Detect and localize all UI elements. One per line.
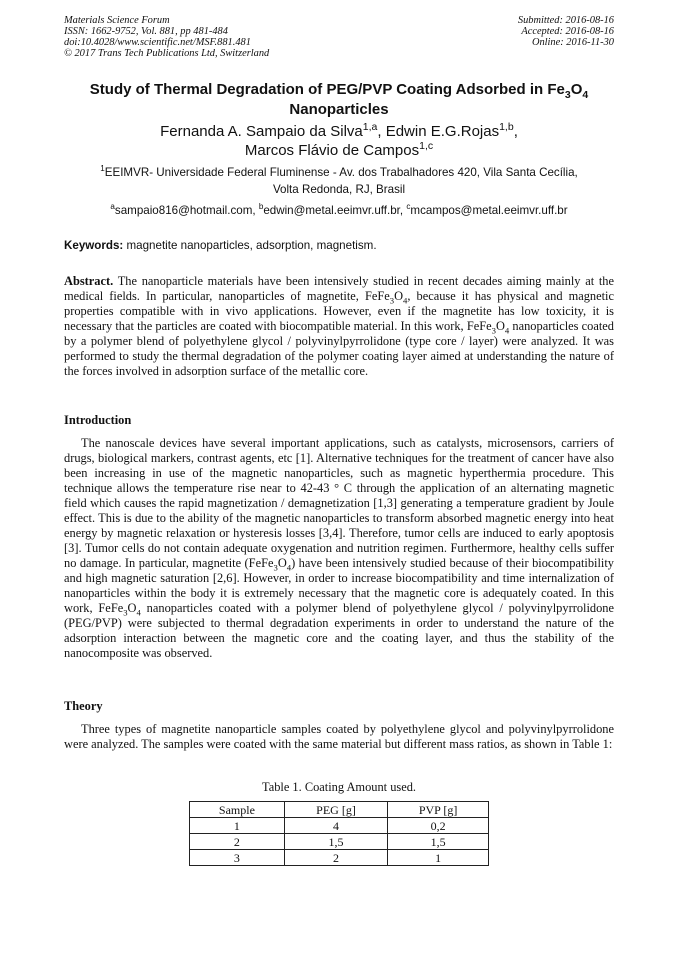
table-row	[190, 850, 489, 866]
table-header-row	[190, 802, 489, 818]
table-cell: 2	[190, 834, 285, 850]
online-date: Online: 2016-11-30	[531, 37, 614, 48]
submitted-date: Submitted: 2016-08-16	[517, 15, 614, 26]
table-cell: 2	[284, 850, 387, 866]
issn-line: ISSN: 1662-9752, Vol. 881, pp 481-484	[64, 26, 228, 37]
theory-paragraph: Three types of magnetite nanoparticle samples coated by polyethylene glycol and polyvinylpyrrolidone were analyzed. The samples were coated with the same material but different mass ratios, as shown in Table 1:	[64, 722, 614, 751]
author-name: Marcos Flávio de Campos	[244, 142, 420, 159]
table-cell: 3	[190, 850, 285, 866]
abstract: Abstract. The nanoparticle materials have been intensively studied in recent decades aiming mainly at the medical fields. In particular, nanoparticles of magnetite, $FeFe_3O_4$, because it has physical and magnetic properties compatible with in vivo applications. However, even if the magnetite has low toxicity, it is necessary that the particles are coated with biocompatible material. In this work, $FeFe_3O_4$ nanoparticles coated by a polymer blend of polyethylene glycol / polyvinylpyrrolidone (type core / layer) were analyzed. It was performed to study the thermal degradation of the polymer coating layer aimed at understanding the nature of the forces involved in adsorption surface of the metallic core.	[64, 274, 614, 378]
keywords-text: magnetite nanoparticles, adsorption, magnetism.	[123, 239, 377, 252]
journal-header-right	[518, 15, 614, 48]
journal-name: Materials Science Forum	[64, 15, 170, 26]
section-heading-introduction: Introduction	[64, 413, 132, 427]
table-cell: 0,2	[388, 818, 489, 834]
author-name: Edwin E.G.Rojas	[385, 123, 500, 140]
table-row	[190, 834, 489, 850]
accepted-date: Accepted: 2016-08-16	[521, 26, 614, 37]
table-row	[190, 818, 489, 834]
author-name: Fernanda A. Sampaio da Silva	[160, 123, 363, 140]
affiliation: $^1$EEIMVR- Universidade Federal Fluminense - Av. dos Trabalhadores 420, Vila Santa Cecília, Volta Redonda, RJ, Brasil	[100, 164, 578, 196]
email-address: mcampos@metal.eeimvr.uff.br	[410, 204, 568, 217]
copyright-line: © 2017 Trans Tech Publications Ltd, Switzerland	[64, 48, 270, 59]
abstract-label: Abstract.	[64, 274, 114, 288]
keywords-label: Keywords:	[64, 239, 124, 252]
author-list: Fernanda A. Sampaio da Silva$^{1,a}$, Edwin E.G.Rojas$^{1,b}$, Marcos Flávio de Campos$^{1,c}$	[160, 121, 518, 159]
table-cell: 4	[284, 818, 387, 834]
table-header-cell: PVP [g]	[388, 802, 489, 818]
keywords	[64, 237, 614, 254]
table-cell: 1	[388, 850, 489, 866]
introduction-paragraph: The nanoscale devices have several important applications, such as catalysts, microsensors, carriers of drugs, biological markers, contrast agents, etc [1]. Alternative techniques for the treatment of cancer have also been increasing in use of the magnetic nanoparticles, such as magnetic hyperthermia procedure. This technique allows the temperature rise near to 42-43 ° C through the application of an alternating magnetic field which causes the rapid magnetization / demagnetization [1,3] generating a temperature gradient by Joule effect. This is due to the ability of the magnetic nanoparticles to transform absorbed magnetic energy into heat energy by magnetic relaxation or hysteresis losses [3,4]. Therefore, tumor cells are induced to early apoptosis [3]. Tumor cells do not contain adequate oxygenation and nutrition regimen. Furthermore, healthy cells suffer no damage. In particular, magnetite $(FeFe_3O_4)$ have been intensively studied because of their biocompatibility and high magnetic saturation [2,6]. However, in order to increase biocompatibility and time internalization of nanoparticles within the body it is extremely necessary that the magnetic core is adequately coated. In this work, $FeFe_3O_4$ nanoparticles coated with a polymer blend of polyethylene glycol / polyvinylpyrrolidone (PEG/PVP) were subjected to thermal degradation experiments in order to understand the nature of the adsorption interaction between the magnetic core and the coating layer, and thus the stability of the nanocomposite was observed.	[64, 436, 614, 660]
journal-header-left	[64, 15, 269, 59]
table-caption: Table 1. Coating Amount used.	[262, 780, 416, 794]
doi-line: doi:10.4028/www.scientific.net/MSF.881.481	[64, 37, 251, 48]
table-header-cell: PEG [g]	[284, 802, 387, 818]
author-emails: $^a$sampaio816@hotmail.com, $^b$edwin@metal.eeimvr.uff.br, $^c$mcampos@metal.eeimvr.uff.br	[110, 202, 568, 217]
email-address: sampaio816@hotmail.com	[114, 204, 253, 217]
table-cell: 1	[190, 818, 285, 834]
email-address: edwin@metal.eeimvr.uff.br	[263, 204, 400, 217]
table-cell: 1,5	[284, 834, 387, 850]
paper-title: Study of Thermal Degradation of PEG/PVP Coating Adsorbed in $Fe_3O_4$ Nanoparticles	[89, 81, 589, 118]
table-cell: 1,5	[388, 834, 489, 850]
coating-table	[189, 801, 489, 866]
section-heading-theory: Theory	[64, 699, 103, 713]
table-header-cell: Sample	[190, 802, 285, 818]
